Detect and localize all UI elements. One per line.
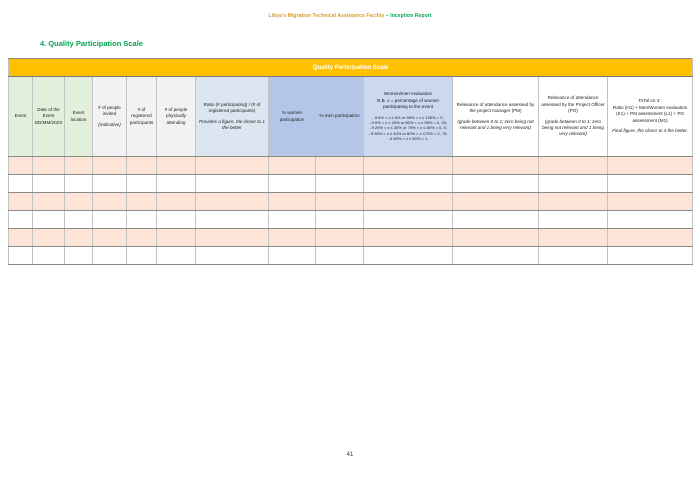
col-header-women-pct bbox=[269, 77, 316, 157]
table-row bbox=[9, 175, 693, 193]
table-cell bbox=[93, 229, 127, 247]
table-cell bbox=[33, 175, 65, 193]
table-cell bbox=[316, 211, 364, 229]
col-header-label: Relevance of attendance assessed by the project manager (PM) bbox=[456, 101, 535, 114]
criterion-line: - If 40% < x ≤ 60% = 1. bbox=[387, 136, 429, 142]
table-cell bbox=[127, 175, 157, 193]
table-cell bbox=[453, 157, 539, 175]
table-cell bbox=[316, 193, 364, 211]
table-cell bbox=[364, 247, 453, 265]
table-cell bbox=[269, 193, 316, 211]
col-header-label: ToTal on 4 : bbox=[638, 98, 662, 104]
quality-participation-table bbox=[8, 58, 693, 265]
table-cell bbox=[9, 211, 33, 229]
col-header-attending bbox=[157, 77, 196, 157]
table-cell bbox=[196, 211, 269, 229]
col-header-po-relevance bbox=[539, 77, 608, 157]
table-cell bbox=[65, 229, 93, 247]
table-cell bbox=[127, 157, 157, 175]
table-cell bbox=[9, 157, 33, 175]
table-cell bbox=[33, 211, 65, 229]
table-cell bbox=[127, 193, 157, 211]
col-header-note: (grade between 0 to 1; zero being not relevant and 1 being very relevant) bbox=[542, 118, 604, 137]
table-cell bbox=[9, 247, 33, 265]
table-cell bbox=[316, 175, 364, 193]
table-cell bbox=[157, 229, 196, 247]
table-cell bbox=[93, 175, 127, 193]
col-header-men-pct bbox=[316, 77, 364, 157]
table-banner-row bbox=[9, 59, 693, 77]
table-cell bbox=[364, 157, 453, 175]
table-row bbox=[9, 211, 693, 229]
col-header-label: # of registered participants bbox=[129, 106, 154, 125]
col-header-label: % women participation bbox=[279, 110, 305, 122]
table-cell bbox=[316, 247, 364, 265]
table-row bbox=[9, 157, 693, 175]
col-header-event bbox=[9, 77, 33, 157]
running-header bbox=[0, 13, 700, 19]
table-cell bbox=[33, 157, 65, 175]
table-cell bbox=[9, 175, 33, 193]
table-cell bbox=[65, 247, 93, 265]
table-cell bbox=[65, 175, 93, 193]
table-banner: Quality Participation Scale bbox=[9, 59, 693, 77]
table-cell bbox=[364, 175, 453, 193]
table-cell bbox=[33, 193, 65, 211]
table-cell bbox=[269, 157, 316, 175]
table-cell bbox=[157, 175, 196, 193]
table-cell bbox=[196, 175, 269, 193]
table-cell bbox=[196, 229, 269, 247]
table-cell bbox=[157, 247, 196, 265]
col-header-invited bbox=[93, 77, 127, 157]
table-cell bbox=[453, 193, 539, 211]
table-body bbox=[9, 157, 693, 265]
table-cell bbox=[196, 193, 269, 211]
table-row bbox=[9, 193, 693, 211]
col-header-note: (Indicative) bbox=[98, 121, 121, 127]
col-header-label: Event location bbox=[70, 110, 87, 122]
col-header-total bbox=[608, 77, 693, 157]
table-cell bbox=[453, 247, 539, 265]
table-cell bbox=[608, 229, 693, 247]
table-row bbox=[9, 229, 693, 247]
table-cell bbox=[127, 247, 157, 265]
table-cell bbox=[539, 211, 608, 229]
table-cell bbox=[364, 229, 453, 247]
table-cell bbox=[269, 247, 316, 265]
table-cell bbox=[196, 247, 269, 265]
col-header-note: (grade between 0 to 1; zero being not relevant and 1 being very relevant) bbox=[457, 118, 534, 130]
col-header-ratio bbox=[196, 77, 269, 157]
table-row bbox=[9, 247, 693, 265]
col-header-label: Date of the Event DD/MM/202X bbox=[34, 106, 63, 125]
col-header-registered bbox=[127, 77, 157, 157]
col-header-label: Women/men evaluation bbox=[383, 91, 433, 97]
table-cell bbox=[33, 247, 65, 265]
table-cell bbox=[9, 193, 33, 211]
table-cell bbox=[539, 157, 608, 175]
col-header-label: Relevance of attendance assessed by the Project Officer (PO) bbox=[541, 95, 605, 114]
table-cell bbox=[157, 157, 196, 175]
col-header-label: # of people invited bbox=[98, 104, 121, 117]
table-cell bbox=[453, 211, 539, 229]
table-cell bbox=[608, 175, 693, 193]
table-cell bbox=[364, 193, 453, 211]
col-header-formula: Ratio (H1) + Men/Women evaluation (K1) + PM assessment (L1) + PO assessment (M1) bbox=[612, 104, 688, 123]
running-header-report: – Inception Report bbox=[385, 13, 432, 19]
col-header-label: Event bbox=[14, 113, 27, 119]
table-cell bbox=[127, 211, 157, 229]
col-header-note: Provides a figure, the closer to 1 the better bbox=[199, 118, 265, 130]
table-cell bbox=[316, 157, 364, 175]
table-cell bbox=[93, 193, 127, 211]
table-cell bbox=[93, 247, 127, 265]
table-cell bbox=[93, 157, 127, 175]
section-heading: 4. Quality Participation Scale bbox=[40, 39, 143, 48]
table-cell bbox=[316, 229, 364, 247]
table-cell bbox=[65, 211, 93, 229]
table-cell bbox=[269, 229, 316, 247]
criterion-line: - If 0% < x ≤ 5% or 95% < x ≤ 100% = 0; bbox=[372, 114, 444, 120]
table-cell bbox=[196, 157, 269, 175]
table-cell bbox=[127, 229, 157, 247]
running-header-facility: Libya's Migration Technical Assistance Facility bbox=[268, 13, 386, 19]
table-cell bbox=[608, 157, 693, 175]
table-cell bbox=[608, 193, 693, 211]
table-cell bbox=[539, 193, 608, 211]
table-header-row bbox=[9, 77, 693, 157]
table-cell bbox=[453, 229, 539, 247]
col-header-note: Final figure, the closer to 4 the better. bbox=[612, 128, 689, 134]
table-cell bbox=[157, 211, 196, 229]
col-header-women-men-evaluation bbox=[364, 77, 453, 157]
col-header-label: # of people physically attending bbox=[164, 106, 188, 125]
table-cell bbox=[539, 175, 608, 193]
col-header-date bbox=[33, 77, 65, 157]
table-cell bbox=[65, 193, 93, 211]
table-cell bbox=[269, 175, 316, 193]
table-cell bbox=[157, 193, 196, 211]
table-cell bbox=[65, 157, 93, 175]
col-header-pm-relevance bbox=[453, 77, 539, 157]
table-cell bbox=[9, 229, 33, 247]
table-cell bbox=[364, 211, 453, 229]
col-header-nb: N.B. x = percentage of women participating to the event bbox=[377, 97, 439, 110]
table-cell bbox=[33, 229, 65, 247]
table-cell bbox=[269, 211, 316, 229]
table-cell bbox=[539, 247, 608, 265]
table-cell bbox=[608, 247, 693, 265]
criterion-line: - If 5% < x ≤ 20% or 80% < x ≤ 95% = 0, 25; bbox=[369, 120, 447, 126]
criterion-line: - If 20% < x ≤ 30% or 70% < x ≤ 80% = 0, 5; bbox=[369, 125, 447, 131]
criterion-line: - If 30% < x ≤ 40% or 60% < x ≤70% = 0, 75; bbox=[368, 130, 448, 136]
page-number: 41 bbox=[346, 452, 354, 458]
table-cell bbox=[539, 229, 608, 247]
col-header-label: Ratio (# participating) / (# of registered participants) bbox=[203, 101, 261, 114]
table-cell bbox=[453, 175, 539, 193]
col-header-label: % men participation bbox=[319, 113, 360, 119]
table-cell bbox=[93, 211, 127, 229]
col-header-location bbox=[65, 77, 93, 157]
table-cell bbox=[608, 211, 693, 229]
